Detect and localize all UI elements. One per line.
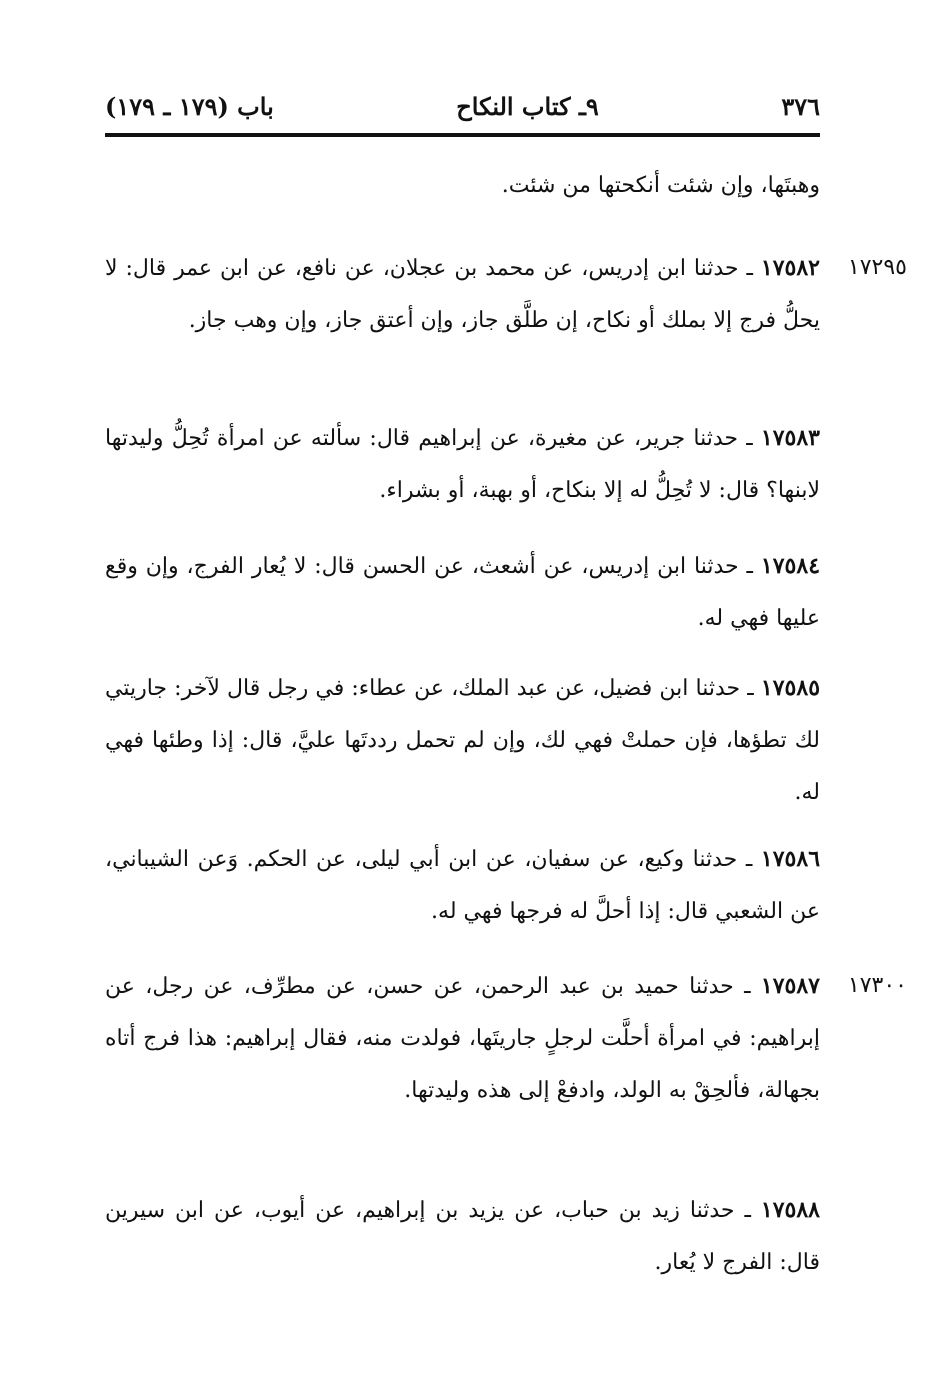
page-number: ٣٧٦ [781, 91, 820, 121]
hadith-paragraph [105, 412, 820, 517]
hadith-text: ـ حدثنا ابن فضيل، عن عبد الملك، عن عطاء: في رجل قال لآخر: جاريتي لك تطؤها، فإن حملتْ فهي لك، وإن لم تحمل رددتَها عليَّ، قال: إذا وطئها فهي له. [105, 676, 820, 805]
hadith-text: ـ حدثنا وكيع، عن سفيان، عن ابن أبي ليلى، عن الحكم. وَعن الشيباني، عن الشعبي قال: إذا أحلَّ له فرجها فهي له. [105, 847, 820, 924]
margin-number: ١٧٣٠٠ [847, 973, 907, 998]
chapter-heading: باب (١٧٩ ـ ١٧٩) [105, 91, 274, 121]
hadith-text: ـ حدثنا حميد بن عبد الرحمن، عن حسن، عن مطرِّف، عن رجل، عن إبراهيم: في امرأة أحلَّت لرجلٍ جاريتَها، فولدت منه، فقال إبراهيم: هذا فرج أتاه بجهالة، فألحِقْ به الولد، وادفعْ إلى هذه وليدتها. [105, 974, 820, 1103]
hadith-number: ١٧٥٨٨ [760, 1197, 820, 1223]
hadith-number: ١٧٥٨٥ [760, 675, 821, 701]
margin-number: ١٧٢٩٥ [847, 255, 907, 280]
hadith-text: ـ حدثنا زيد بن حباب، عن يزيد بن إبراهيم، عن أيوب، عن ابن سيرين قال: الفرج لا يُعار. [105, 1198, 820, 1275]
hadith-text: ـ حدثنا ابن إدريس، عن محمد بن عجلان، عن نافع، عن ابن عمر قال: لا يحلُّ فرج إلا بملك أو نكاح، إن طلَّق جاز، وإن أعتق جاز، وإن وهب جاز. [105, 256, 820, 333]
hadith-paragraph [105, 1184, 820, 1289]
hadith-number: ١٧٥٨٢ [760, 255, 820, 281]
hadith-paragraph [105, 960, 820, 1117]
hadith-paragraph [105, 833, 820, 938]
hadith-number: ١٧٥٨٤ [760, 553, 821, 579]
hadith-number: ١٧٥٨٣ [760, 425, 820, 451]
hadith-paragraph [105, 540, 820, 645]
hadith-text: ـ حدثنا ابن إدريس، عن أشعث، عن الحسن قال: لا يُعار الفرج، وإن وقع عليها فهي له. [105, 554, 820, 631]
hadith-number: ١٧٥٨٦ [760, 846, 821, 872]
hadith-number: ١٧٥٨٧ [760, 973, 820, 999]
continuation-text: وهبتَها، وإن شئت أنكحتها من شئت. [501, 173, 820, 198]
page-header [105, 84, 820, 128]
header-rule [105, 133, 820, 137]
hadith-text: ـ حدثنا جرير، عن مغيرة، عن إبراهيم قال: سألته عن امرأة تُحِلُّ وليدتها لابنها؟ قال: لا تُحِلُّ له إلا بنكاح، أو بهبة، أو بشراء. [105, 426, 820, 503]
hadith-paragraph [105, 662, 820, 819]
book-title: ٩ـ كتاب النكاح [456, 91, 599, 121]
hadith-paragraph [105, 242, 820, 347]
